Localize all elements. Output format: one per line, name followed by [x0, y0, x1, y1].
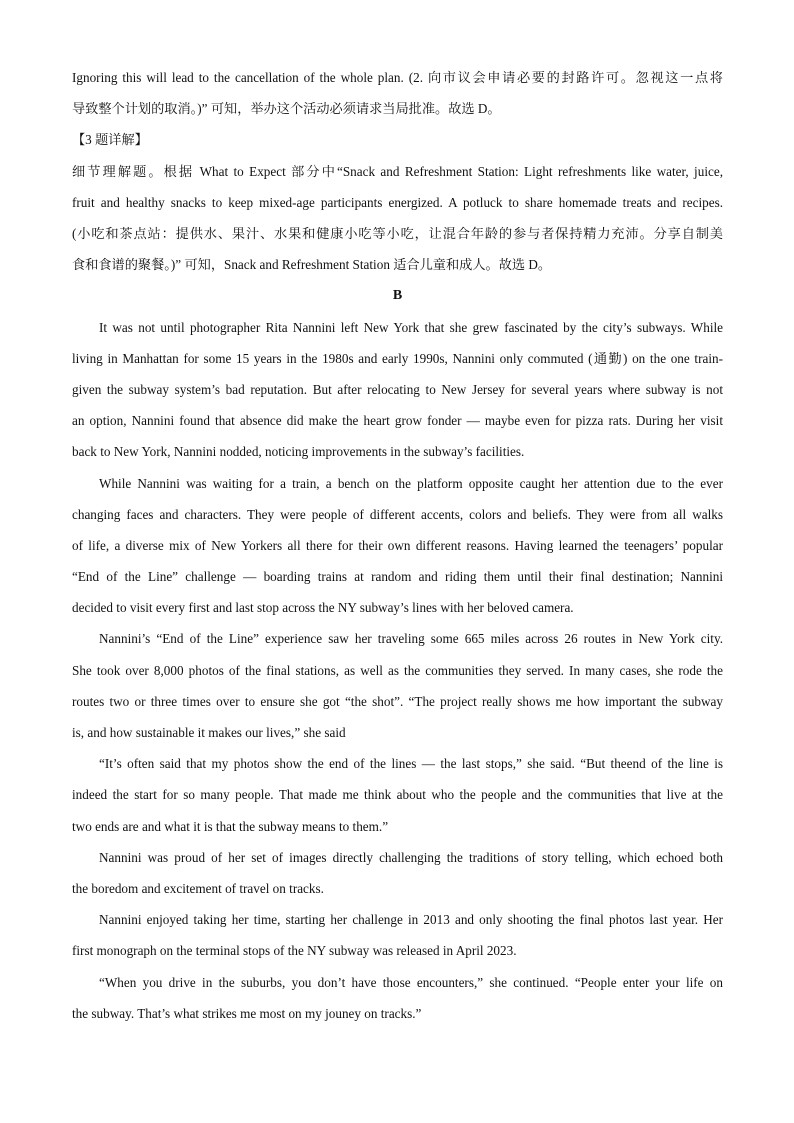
paragraph-line: decided to visit every first and last stop across the NY subway’s lines with her beloved camera.: [72, 600, 574, 616]
paragraph: [72, 312, 723, 468]
paragraph-line: changing faces and characters. They were people of different accents, colors and beliefs. They were from all walks: [72, 506, 723, 522]
paragraph-line: Nannini’s “End of the Line” experience saw her traveling some 665 miles across 26 routes in New York city.: [99, 631, 723, 647]
paragraph-line: two ends are and what it is that the subway means to them.”: [72, 818, 389, 834]
paragraph: [72, 904, 723, 966]
paragraph-line: the boredom and excitement of travel on tracks.: [72, 881, 324, 896]
paragraph: [72, 842, 723, 904]
paragraph-line: “End of the Line” challenge — boarding trains at random and riding them until their final destination; Nannini: [72, 569, 723, 585]
paragraph-line: “When you drive in the suburbs, you don’t have those encounters,” she continued. “People enter your life on: [99, 974, 723, 990]
paragraph-line: an option, Nannini found that absence did make the heart grow fonder — maybe even for pizza rats. During her visit: [72, 413, 723, 429]
paragraph: [72, 468, 723, 624]
paragraph-line: the subway. That’s what strikes me most on my jouney on tracks.”: [72, 1005, 422, 1021]
section-heading: B: [392, 288, 403, 304]
paragraph-line: It was not until photographer Rita Nannini left New York that she grew fascinated by the city’s subways. While: [99, 319, 723, 335]
paragraph: [72, 967, 723, 1029]
paragraph-line: first monograph on the terminal stops of the NY subway was released in April 2023.: [72, 943, 517, 959]
paragraph: [72, 748, 723, 842]
paragraph: [72, 623, 723, 748]
paragraph-line: is, and how sustainable it makes our lives,” she said: [72, 725, 346, 741]
document-page: [72, 62, 723, 1029]
intro-line: fruit and healthy snacks to keep mixed-age participants energized. A potluck to share homemade treats and recipes.: [72, 194, 723, 210]
paragraph-line: Nannini was proud of her set of images directly challenging the traditions of story telling, which echoed both: [99, 849, 723, 865]
paragraph-line: She took over 8,000 photos of the final stations, as well as the communities they served. In many cases, she rode the: [72, 662, 723, 678]
paragraph-line: given the subway system’s bad reputation. But after relocating to New Jersey for several years where subway is not: [72, 381, 723, 397]
paragraph-line: “It’s often said that my photos show the end of the lines — the last stops,” she said. “But theend of the line is: [99, 756, 723, 772]
paragraph-line: routes two or three times over to ensure she got “the shot”. “The project really shows me how important the subway: [72, 693, 723, 709]
intro-line: Ignoring this will lead to the cancellation of the whole plan. (2. 向市议会申请必要的封路许可。忽视这一点将: [72, 70, 723, 85]
intro-line: 细节理解题。根据 What to Expect 部分中“Snack and Refreshment Station: Light refreshments like water, juice,: [72, 163, 723, 179]
paragraph-line: Nannini enjoyed taking her time, starting her challenge in 2013 and only shooting the final photos last year. Her: [99, 912, 723, 928]
intro-block: [72, 62, 723, 280]
intro-line: 导致整个计划的取消。)” 可知，举办这个活动必须请求当局批准。故选 D。: [72, 101, 501, 117]
paragraph-line: of life, a diverse mix of New Yorkers all there for their own different reasons. Having learned the teenagers’ popular: [72, 537, 723, 553]
paragraph-line: back to New York, Nannini nodded, noticing improvements in the subway’s facilities.: [72, 444, 525, 460]
paragraph-line: While Nannini was waiting for a train, a bench on the platform opposite caught her attention due to the ever: [99, 475, 723, 491]
question-3-label: 【3 题详解】: [72, 132, 148, 148]
intro-line: 食和食谱的聚餐。)” 可知，Snack and Refreshment Station 适合儿童和成人。故选 D。: [72, 257, 552, 273]
paragraph-line: living in Manhattan for some 15 years in the 1980s and early 1990s, Nannini only commuted (通勤) on the one train-: [72, 350, 723, 366]
intro-line: (小吃和茶点站：提供水、果汁、水果和健康小吃等小吃，让混合年龄的参与者保持精力充沛。分享自制美: [72, 225, 723, 241]
paragraph-line: indeed the start for so many people. That made me think about who the people and the communities that live at the: [72, 787, 723, 803]
